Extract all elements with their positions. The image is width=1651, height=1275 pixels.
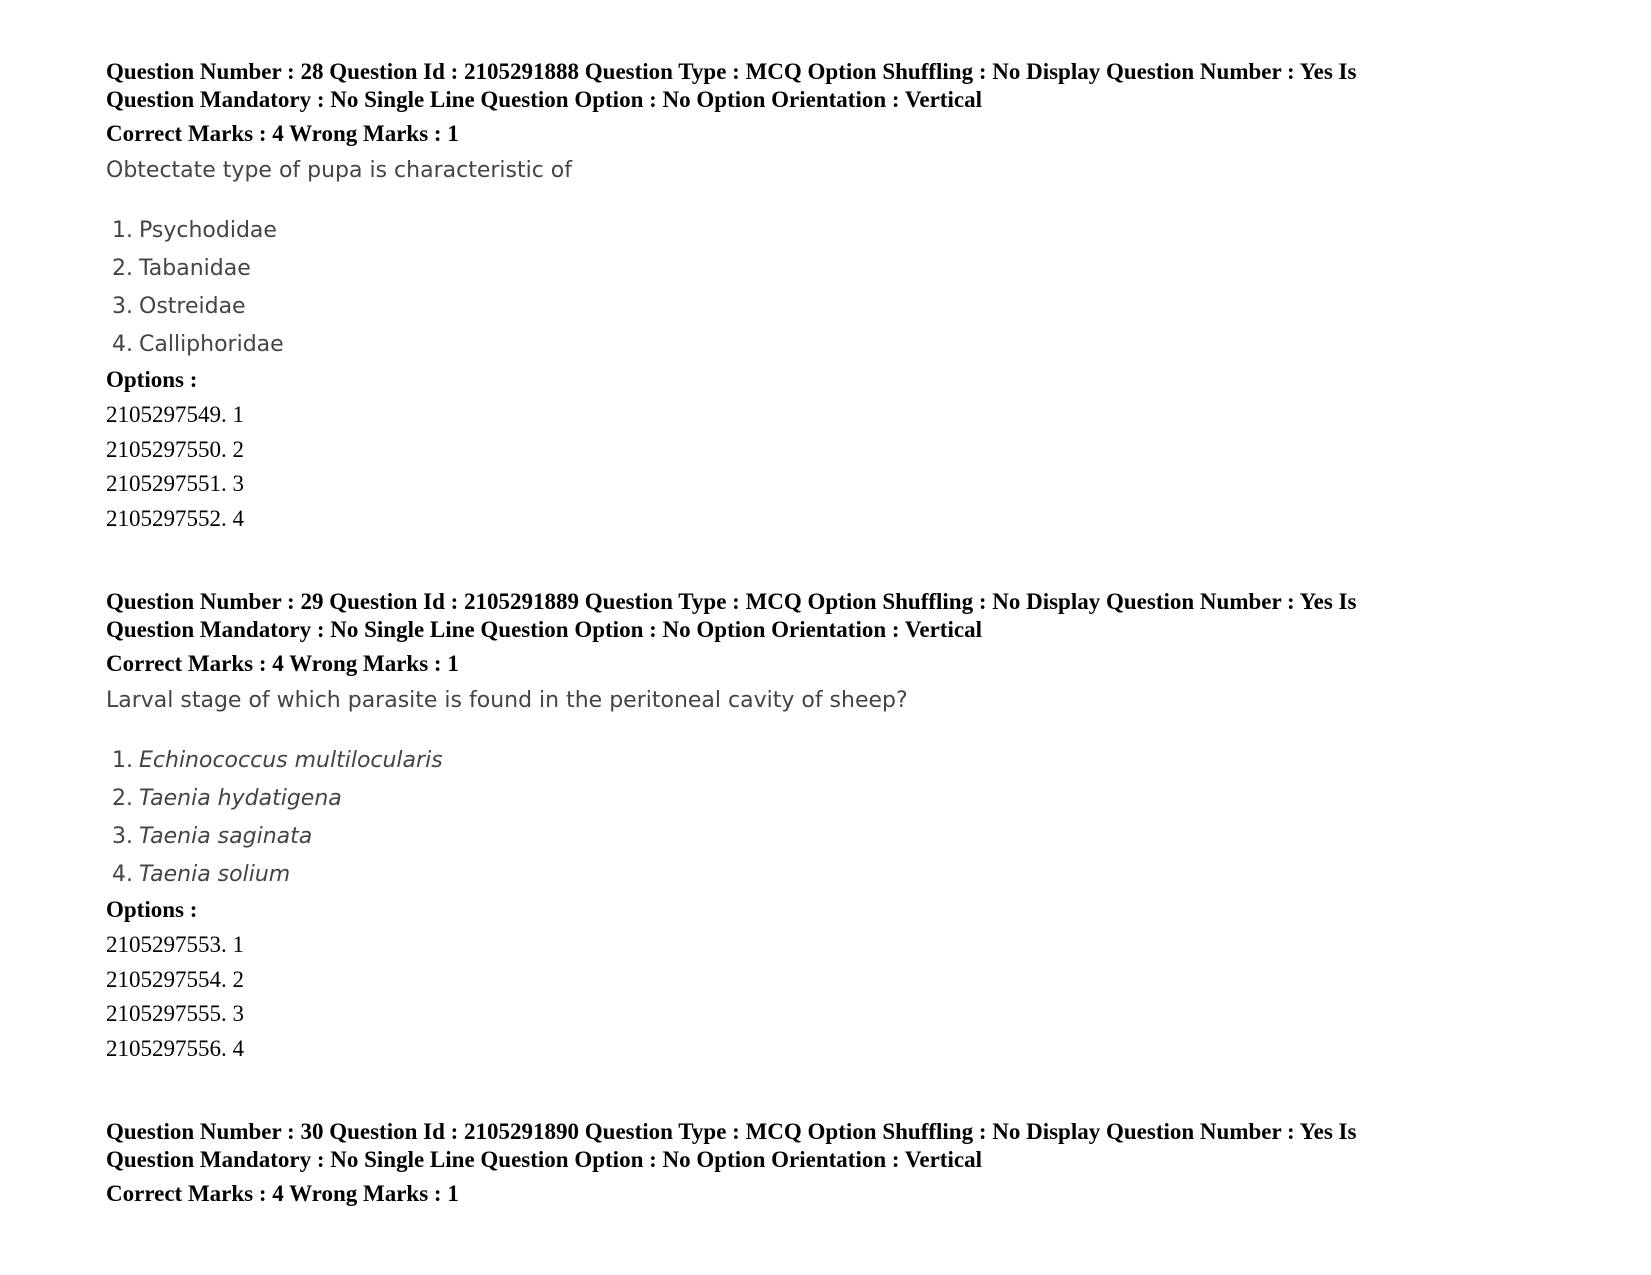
option-id: 2105297549. 1 (106, 402, 244, 427)
choice-text: Ostreidae (139, 294, 246, 319)
choice-number: 3. (112, 294, 133, 319)
document-page (106, 58, 1546, 1208)
question-meta (106, 58, 1546, 114)
choice-item (106, 856, 1546, 894)
options-label: Options : (106, 897, 198, 922)
choice-item (106, 818, 1546, 856)
choice-item (106, 742, 1546, 780)
question-stem: Obtectate type of pupa is characteristic of (106, 158, 573, 183)
question-meta-line-1: Question Number : 29 Question Id : 2105291889 Question Type : MCQ Option Shuffling : No Display Question Number : Yes Is (106, 589, 1357, 614)
question-marks: Correct Marks : 4 Wrong Marks : 1 (106, 1181, 459, 1206)
question-30 (106, 1118, 1546, 1208)
choice-number: 2. (112, 786, 133, 811)
question-meta (106, 1118, 1546, 1174)
choice-number: 1. (112, 218, 133, 243)
choice-item (106, 780, 1546, 818)
options-label: Options : (106, 367, 198, 392)
choice-text: Taenia solium (139, 862, 291, 887)
choice-number: 4. (112, 862, 133, 887)
option-id: 2105297550. 2 (106, 436, 244, 462)
option-id: 2105297552. 4 (106, 505, 244, 531)
question-meta-line-1: Question Number : 28 Question Id : 2105291888 Question Type : MCQ Option Shuffling : No Display Question Number : Yes Is (106, 59, 1357, 84)
question-marks: Correct Marks : 4 Wrong Marks : 1 (106, 121, 459, 146)
choice-text: Calliphoridae (139, 332, 284, 357)
question-meta-line-1: Question Number : 30 Question Id : 2105291890 Question Type : MCQ Option Shuffling : No Display Question Number : Yes Is (106, 1119, 1357, 1144)
question-28 (106, 58, 1546, 536)
choice-number: 3. (112, 824, 133, 849)
option-id: 2105297554. 2 (106, 966, 244, 992)
option-id: 2105297556. 4 (106, 1035, 244, 1061)
question-meta-line-2: Question Mandatory : No Single Line Question Option : No Option Orientation : Vertical (106, 87, 982, 112)
choice-number: 1. (112, 748, 133, 773)
choice-text: Tabanidae (139, 256, 251, 281)
choice-item (106, 212, 1546, 250)
question-meta-line-2: Question Mandatory : No Single Line Question Option : No Option Orientation : Vertical (106, 617, 982, 642)
choice-list (106, 212, 1546, 364)
option-id: 2105297555. 3 (106, 1001, 244, 1026)
option-id: 2105297551. 3 (106, 471, 244, 496)
question-meta (106, 588, 1546, 644)
question-marks: Correct Marks : 4 Wrong Marks : 1 (106, 651, 459, 676)
option-id: 2105297553. 1 (106, 932, 244, 957)
choice-item (106, 250, 1546, 288)
question-stem: Larval stage of which parasite is found in the peritoneal cavity of sheep? (106, 688, 908, 713)
choice-text: Psychodidae (139, 218, 277, 243)
choice-number: 4. (112, 332, 133, 357)
choice-text: Echinococcus multilocularis (139, 748, 443, 773)
choice-item (106, 326, 1546, 364)
options-list (106, 398, 1546, 536)
question-meta-line-2: Question Mandatory : No Single Line Question Option : No Option Orientation : Vertical (106, 1147, 982, 1172)
choice-text: Taenia saginata (139, 824, 313, 849)
options-list (106, 928, 1546, 1066)
choice-text: Taenia hydatigena (139, 786, 342, 811)
choice-list (106, 742, 1546, 894)
choice-number: 2. (112, 256, 133, 281)
question-29 (106, 588, 1546, 1066)
choice-item (106, 288, 1546, 326)
